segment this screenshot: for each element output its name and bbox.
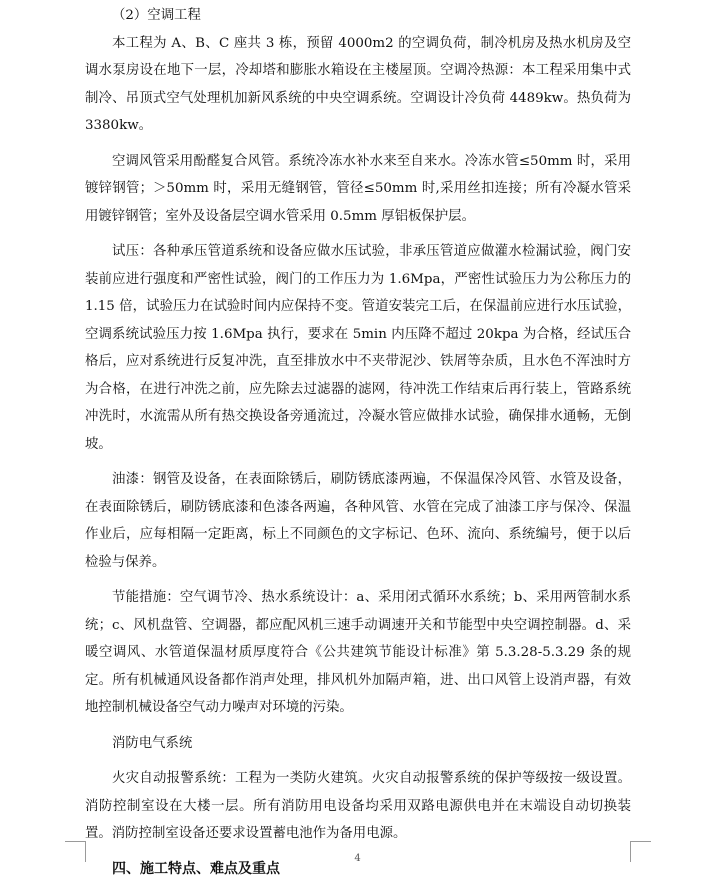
chapter-heading: 四、施工特点、难点及重点 [85,856,631,883]
section-title-hvac: （2）空调工程 [85,2,631,30]
page-content [85,2,631,883]
paragraph-spacer [85,757,631,765]
paragraph-spacer [85,722,631,730]
paragraph-energy-saving: 节能措施：空气调节冷、热水系统设计：a、采用闭式循环水系统；b、采用两管制水系统；c、风机盘管、空调器，都应配风机三速手动调速开关和节能型中央空调控制器。d、采暖空调风、水管道保温材质厚度符合《公共建筑节能设计标准》第 5.3.28-5.3.29 条的规定。所有机械通风设备都作消声处理，排风机外加隔声箱，进、出口风管上设消声器，有效地控制机械设备空气动力噪声对环境的污染。 [85,584,631,722]
paragraph-spacer [85,140,631,148]
paragraph-pressure-test: 试压：各种承压管道系统和设备应做水压试验，非承压管道应做灌水检漏试验，阀门安装前应进行强度和严密性试验，阀门的工作压力为 1.6Mpa，严密性试验压力为公称压力的 1.15 倍，试验压力在试验时间内应保持不变。管道安装完工后，在保温前应进行水压试验，空调系统试验压力按 1.6Mpa 执行，要求在 5min 内压降不超过 20kpa 为合格，经试压合格后，应对系统进行反复冲洗，直至排放水中不夹带泥沙、铁屑等杂质，且水色不浑浊时方为合格，在进行冲洗之前，应先除去过滤器的滤网，待冲洗工作结束后再行装上，管路系统冲洗时，水流需从所有热交换设备旁通流过，冷凝水管应做排水试验，确保排水通畅，无倒坡。 [85,238,631,458]
paragraph-ducts-pipes: 空调风管采用酚醛复合风管。系统冷冻水补水来至自来水。冷冻水管≤50mm 时，采用镀锌钢管；＞50mm 时，采用无缝钢管，管径≤50mm 时,采用丝扣连接；所有冷凝水管采用镀锌钢管；室外及设备层空调水管采用 0.5mm 厚铝板保护层。 [85,148,631,231]
paragraph-painting: 油漆：钢管及设备，在表面除锈后，刷防锈底漆两遍，不保温保冷风管、水管及设备，在表面除锈后，刷防锈底漆和色漆各两遍，各种风管、水管在完成了油漆工序与保冷、保温作业后，应每相隔一定距离，标上不同颜色的文字标记、色环、流向、系统编号，便于以后检验与保养。 [85,466,631,576]
subsection-title-fire-electrical: 消防电气系统 [85,730,631,758]
paragraph-fire-alarm: 火灾自动报警系统：工程为一类防火建筑。火灾自动报警系统的保护等级按一级设置。消防控制室设在大楼一层。所有消防用电设备均采用双路电源供电并在末端设自动切换装置。消防控制室设备还要求设置蓄电池作为备用电源。 [85,765,631,848]
paragraph-spacer [85,458,631,466]
paragraph-spacer [85,576,631,584]
paragraph-spacer [85,230,631,238]
page-number: 4 [0,853,715,864]
paragraph-hvac-overview: 本工程为 A、B、C 座共 3 栋，预留 4000m2 的空调负荷，制冷机房及热水机房及空调水泵房设在地下一层，冷却塔和膨胀水箱设在主楼屋顶。空调冷热源：本工程采用集中式制冷、吊顶式空气处理机加新风系统的中央空调系统。空调设计冷负荷 4489kw。热负荷为 3380kw。 [85,30,631,140]
